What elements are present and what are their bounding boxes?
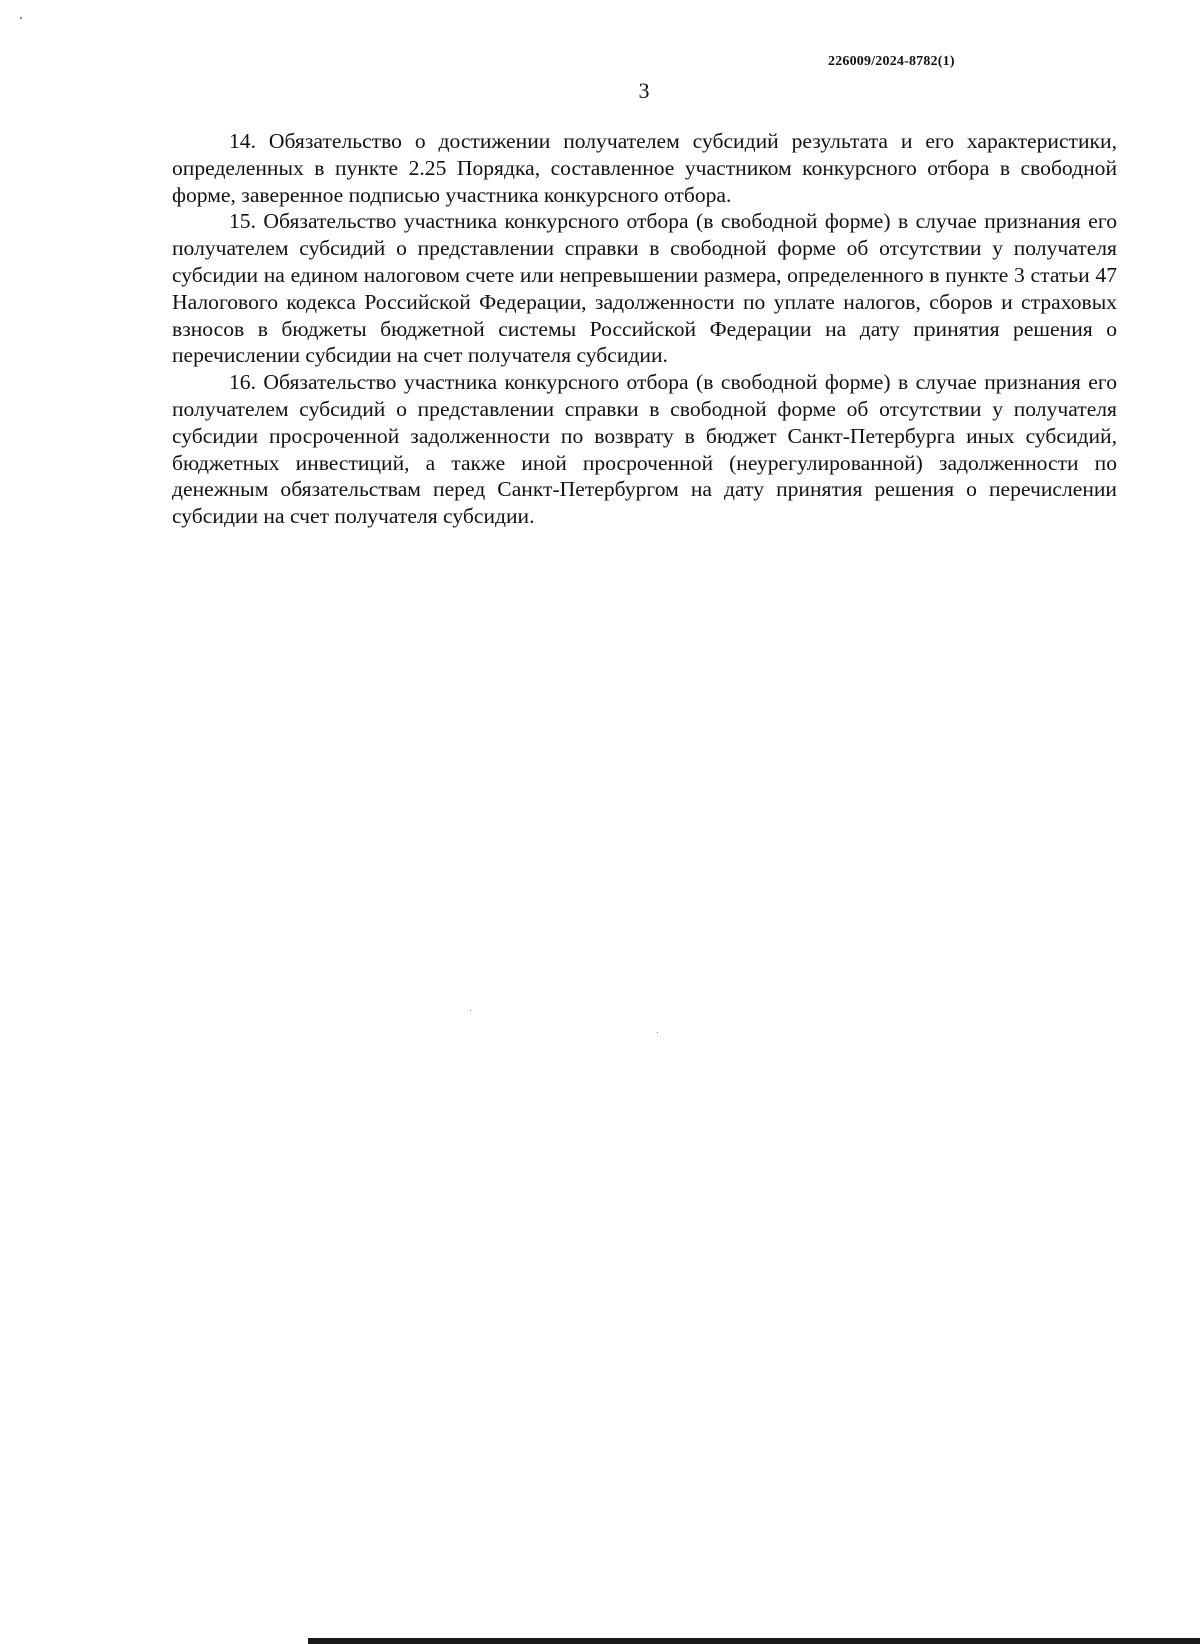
- scan-edge-bar: [308, 1638, 1200, 1644]
- document-number: 226009/2024-8782(1): [828, 54, 955, 69]
- paragraph-15: 15. Обязательство участника конкурсного отбора (в свободной форме) в случае признания его получателем субсидий о представлении справки в свободной форме об отсутствии у получателя субсидии на едином налоговом счете или непревышении размера, определенного в пункте 3 статьи 47 Налогового кодекса Российской Федерации, задолженности по уплате налогов, сборов и страховых взносов в бюджеты бюджетной системы Российской Федерации на дату принятия решения о перечислении субсидии на счет получателя субсидии.: [172, 209, 1117, 368]
- scan-speck: [657, 1032, 658, 1033]
- page-number: 3: [638, 78, 650, 103]
- paragraph-16: 16. Обязательство участника конкурсного отбора (в свободной форме) в случае признания его получателем субсидий о представлении справки в свободной форме об отсутствии у получателя субсидии просроченной задолженности по возврату в бюджет Санкт-Петербурга иных субсидий, бюджетных инвестиций, а также иной просроченной (неурегулированной) задолженности по денежным обязательствам перед Санкт-Петербургом на дату принятия решения о перечислении субсидии на счет получателя субсидии.: [172, 370, 1117, 529]
- scan-speck: [20, 17, 22, 19]
- scan-speck: [470, 1010, 471, 1011]
- document-body: [172, 128, 1117, 530]
- paragraph-14: 14. Обязательство о достижении получателем субсидий результата и его характеристики, определенных в пункте 2.25 Порядка, составленное участником конкурсного отбора в свободной форме, заверенное подписью участника конкурсного отбора.: [172, 129, 1117, 207]
